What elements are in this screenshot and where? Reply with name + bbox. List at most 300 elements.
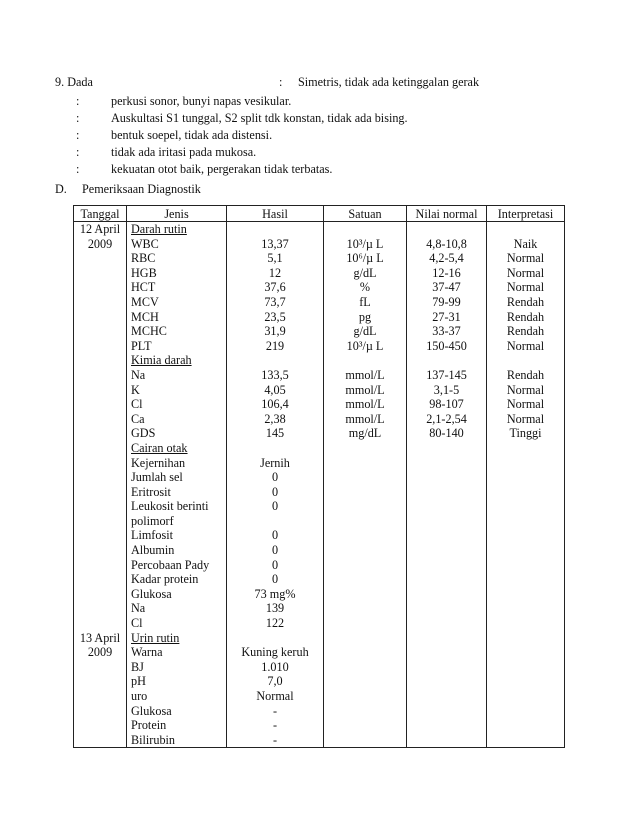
cell-satuan-text: 10³/µ L (346, 338, 384, 353)
cell-jenis (127, 339, 227, 354)
cell-satuan (324, 368, 407, 383)
cell-satuan (324, 280, 407, 295)
cell-tanggal (74, 339, 127, 354)
cell-hasil (227, 528, 324, 543)
cell-hasil-text: Normal (256, 689, 294, 703)
cell-interpretasi (487, 339, 565, 354)
cell-interpretasi (487, 616, 565, 631)
table-row (74, 616, 565, 631)
cell-satuan (324, 426, 407, 441)
cell-interpretasi-text: Normal (506, 382, 545, 397)
cell-hasil (227, 324, 324, 339)
cell-jenis (127, 485, 227, 500)
dada-separator: : (279, 75, 283, 89)
cell-interpretasi (487, 441, 565, 456)
cell-interpretasi (487, 353, 565, 368)
table-row (74, 397, 565, 412)
cell-hasil-text: 1.010 (261, 659, 289, 674)
cell-interpretasi-text: Normal (506, 411, 545, 426)
table-row (74, 514, 565, 529)
cell-interpretasi (487, 470, 565, 485)
cell-satuan (324, 412, 407, 427)
cell-satuan (324, 660, 407, 675)
cell-jenis-text: BJ (131, 659, 144, 674)
cell-satuan (324, 689, 407, 704)
cell-satuan-text: g/dL (353, 265, 377, 280)
cell-nilai-normal (407, 616, 487, 631)
cell-interpretasi (487, 718, 565, 733)
table-row (74, 470, 565, 485)
cell-jenis-text: Glukosa (131, 703, 172, 718)
table-row (74, 251, 565, 266)
diagnostic-table (73, 205, 565, 748)
cell-interpretasi-text: Normal (506, 251, 545, 266)
header-tanggal: Tanggal (74, 206, 127, 222)
cell-interpretasi (487, 528, 565, 543)
cell-tanggal (74, 324, 127, 339)
cell-hasil (227, 441, 324, 456)
cell-tanggal (74, 572, 127, 587)
cell-satuan (324, 631, 407, 646)
cell-interpretasi (487, 660, 565, 675)
cell-tanggal (74, 353, 127, 368)
cell-satuan (324, 397, 407, 412)
cell-tanggal (74, 470, 127, 485)
cell-hasil-text: 73 mg% (254, 586, 296, 601)
cell-jenis (127, 237, 227, 252)
table-row (74, 543, 565, 558)
cell-jenis (127, 601, 227, 616)
cell-jenis (127, 383, 227, 398)
cell-jenis (127, 266, 227, 281)
cell-interpretasi (487, 674, 565, 689)
cell-tanggal (74, 456, 127, 471)
cell-tanggal (74, 222, 127, 237)
cell-hasil (227, 689, 324, 704)
cell-tanggal (74, 674, 127, 689)
cell-interpretasi (487, 572, 565, 587)
cell-nilai-normal (407, 674, 487, 689)
cell-nilai-normal (407, 310, 487, 325)
cell-tanggal (74, 704, 127, 719)
cell-satuan-text: mmol/L (345, 382, 385, 397)
header-interpretasi: Interpretasi (487, 206, 565, 222)
cell-satuan-text: % (359, 280, 371, 295)
cell-interpretasi (487, 266, 565, 281)
table-row (74, 426, 565, 441)
table-row (74, 324, 565, 339)
cell-tanggal (74, 251, 127, 266)
cell-hasil-text: 0 (271, 528, 279, 543)
cell-hasil-text: - (272, 732, 278, 747)
cell-tanggal (74, 383, 127, 398)
cell-satuan-text: mmol/L (345, 411, 385, 426)
cell-tanggal (74, 485, 127, 500)
table-row (74, 572, 565, 587)
cell-hasil (227, 733, 324, 748)
cell-jenis (127, 470, 227, 485)
cell-hasil (227, 660, 324, 675)
cell-satuan (324, 543, 407, 558)
table-row (74, 237, 565, 252)
cell-nilai-normal (407, 251, 487, 266)
cell-nilai-normal (407, 543, 487, 558)
cell-jenis (127, 572, 227, 587)
table-row (74, 645, 565, 660)
cell-hasil (227, 616, 324, 631)
cell-satuan-text: 10³/µ L (346, 236, 384, 251)
table-row (74, 733, 565, 748)
cell-hasil-text: 133,5 (261, 367, 289, 382)
cell-hasil (227, 499, 324, 514)
cell-hasil-text: 13,37 (261, 236, 289, 251)
cell-jenis-text: Leukosit berinti (131, 499, 209, 514)
cell-satuan-text: fL (359, 294, 371, 309)
cell-interpretasi (487, 631, 565, 646)
dada-item-colon: : (76, 162, 80, 176)
cell-hasil (227, 704, 324, 719)
cell-hasil-text: 73,7 (264, 294, 286, 309)
cell-satuan (324, 353, 407, 368)
table-row (74, 310, 565, 325)
cell-tanggal (74, 397, 127, 412)
cell-hasil (227, 353, 324, 368)
cell-tanggal (74, 280, 127, 295)
cell-interpretasi (487, 558, 565, 573)
cell-hasil (227, 383, 324, 398)
cell-jenis (127, 353, 227, 368)
cell-nilai-normal (407, 514, 487, 529)
table-row (74, 558, 565, 573)
table-row (74, 674, 565, 689)
dada-item-text: Auskultasi S1 tunggal, S2 split tdk konstan, tidak ada bising. (111, 111, 408, 125)
cell-hasil-text: 7,0 (267, 674, 283, 689)
cell-tanggal (74, 543, 127, 558)
cell-tanggal-text: 2009 (87, 645, 113, 660)
cell-jenis-text: Cairan otak (131, 440, 188, 455)
cell-nilai-normal (407, 266, 487, 281)
cell-jenis (127, 310, 227, 325)
cell-hasil (227, 222, 324, 237)
cell-jenis-text: Cl (131, 397, 143, 412)
cell-nilai-normal-text: 33-37 (432, 324, 461, 339)
cell-nilai-normal (407, 456, 487, 471)
cell-satuan (324, 733, 407, 748)
dada-item-colon: : (76, 111, 80, 125)
cell-interpretasi (487, 368, 565, 383)
cell-jenis (127, 456, 227, 471)
cell-satuan (324, 572, 407, 587)
cell-hasil (227, 572, 324, 587)
cell-satuan-text: mmol/L (345, 397, 385, 412)
cell-jenis (127, 587, 227, 602)
cell-nilai-normal-text: 27-31 (432, 309, 461, 324)
cell-jenis (127, 426, 227, 441)
cell-nilai-normal-text: 4,8-10,8 (426, 236, 467, 251)
cell-nilai-normal (407, 660, 487, 675)
table-row (74, 718, 565, 733)
cell-satuan (324, 601, 407, 616)
cell-hasil-text: 4,05 (264, 382, 286, 397)
cell-hasil-text: 37,6 (264, 280, 286, 295)
cell-tanggal (74, 631, 127, 646)
cell-satuan (324, 310, 407, 325)
cell-nilai-normal (407, 558, 487, 573)
cell-jenis (127, 397, 227, 412)
cell-jenis (127, 631, 227, 646)
cell-interpretasi (487, 412, 565, 427)
cell-jenis-text: uro (131, 689, 148, 703)
cell-satuan-text: pg (358, 309, 372, 324)
header-nilai-normal: Nilai normal (407, 206, 487, 222)
cell-tanggal-text: 13 April (79, 630, 121, 645)
cell-jenis-text: HGB (131, 265, 157, 280)
cell-nilai-normal-text: 137-145 (426, 367, 467, 382)
cell-jenis (127, 689, 227, 704)
cell-satuan (324, 558, 407, 573)
cell-nilai-normal (407, 631, 487, 646)
cell-nilai-normal (407, 470, 487, 485)
cell-jenis (127, 528, 227, 543)
cell-interpretasi-text: Rendah (506, 367, 545, 382)
cell-hasil (227, 412, 324, 427)
cell-satuan (324, 485, 407, 500)
cell-hasil-text: 5,1 (267, 251, 283, 266)
cell-tanggal (74, 266, 127, 281)
cell-interpretasi (487, 383, 565, 398)
cell-hasil-text: 0 (271, 543, 279, 558)
table-row (74, 441, 565, 456)
cell-nilai-normal (407, 339, 487, 354)
cell-tanggal (74, 660, 127, 675)
cell-interpretasi (487, 222, 565, 237)
cell-hasil-text: 145 (265, 426, 285, 441)
cell-hasil (227, 718, 324, 733)
cell-satuan-text: mg/dL (348, 426, 382, 441)
cell-jenis-text: Percobaan Pady (131, 557, 210, 572)
cell-jenis (127, 441, 227, 456)
cell-tanggal (74, 601, 127, 616)
cell-interpretasi-text: Rendah (506, 324, 545, 339)
cell-hasil-text: 219 (265, 338, 285, 353)
dada-item-colon: : (76, 145, 80, 159)
cell-nilai-normal (407, 572, 487, 587)
header-hasil: Hasil (227, 206, 324, 222)
cell-satuan (324, 295, 407, 310)
cell-interpretasi-text: Tinggi (509, 426, 542, 441)
cell-nilai-normal (407, 397, 487, 412)
cell-jenis (127, 280, 227, 295)
cell-jenis-text: Albumin (131, 543, 175, 558)
cell-satuan (324, 251, 407, 266)
cell-interpretasi (487, 514, 565, 529)
cell-jenis (127, 412, 227, 427)
cell-nilai-normal (407, 426, 487, 441)
cell-hasil (227, 631, 324, 646)
cell-jenis-text: GDS (131, 426, 156, 441)
cell-satuan (324, 499, 407, 514)
cell-hasil (227, 251, 324, 266)
cell-hasil-text: 2,38 (264, 411, 286, 426)
cell-interpretasi-text: Naik (513, 236, 538, 251)
dada-item-text: perkusi sonor, bunyi napas vesikular. (111, 94, 292, 108)
cell-nilai-normal (407, 368, 487, 383)
cell-interpretasi (487, 310, 565, 325)
cell-jenis-text: Eritrosit (131, 484, 171, 499)
cell-nilai-normal (407, 645, 487, 660)
header-satuan: Satuan (324, 206, 407, 222)
cell-jenis (127, 616, 227, 631)
cell-satuan (324, 470, 407, 485)
cell-satuan (324, 456, 407, 471)
cell-nilai-normal (407, 587, 487, 602)
cell-satuan (324, 645, 407, 660)
cell-hasil (227, 397, 324, 412)
cell-hasil (227, 426, 324, 441)
table-row (74, 339, 565, 354)
cell-hasil (227, 514, 324, 529)
table-row (74, 499, 565, 514)
cell-jenis-text: Kadar protein (131, 572, 199, 587)
cell-satuan (324, 616, 407, 631)
cell-nilai-normal (407, 237, 487, 252)
cell-interpretasi (487, 426, 565, 441)
cell-satuan (324, 383, 407, 398)
cell-nilai-normal-text: 79-99 (432, 294, 461, 309)
cell-nilai-normal (407, 704, 487, 719)
cell-jenis-text: Glukosa (131, 586, 172, 601)
cell-hasil-text: 31,9 (264, 324, 286, 339)
cell-jenis-text: K (131, 382, 140, 397)
cell-jenis-text: Limfosit (131, 528, 173, 543)
cell-tanggal (74, 441, 127, 456)
cell-jenis (127, 222, 227, 237)
table-row (74, 528, 565, 543)
table-row (74, 280, 565, 295)
cell-nilai-normal-text: 4,2-5,4 (429, 251, 464, 266)
cell-jenis-text: HCT (131, 280, 156, 295)
cell-tanggal (74, 718, 127, 733)
cell-interpretasi-text: Normal (506, 397, 545, 412)
cell-hasil (227, 339, 324, 354)
cell-hasil (227, 674, 324, 689)
cell-satuan (324, 266, 407, 281)
cell-nilai-normal-text: 98-107 (429, 397, 464, 412)
cell-satuan (324, 674, 407, 689)
cell-tanggal (74, 412, 127, 427)
table-row (74, 383, 565, 398)
cell-jenis-text: Urin rutin (131, 630, 180, 645)
cell-hasil (227, 368, 324, 383)
cell-interpretasi (487, 704, 565, 719)
cell-jenis (127, 704, 227, 719)
cell-tanggal (74, 558, 127, 573)
cell-interpretasi (487, 485, 565, 500)
cell-interpretasi (487, 689, 565, 704)
table-header-row (74, 206, 565, 222)
cell-tanggal (74, 426, 127, 441)
dada-item-colon: : (76, 128, 80, 142)
cell-satuan (324, 222, 407, 237)
cell-jenis-text: MCHC (131, 324, 167, 339)
cell-interpretasi (487, 601, 565, 616)
dada-item-colon: : (76, 94, 80, 108)
cell-hasil (227, 601, 324, 616)
cell-hasil (227, 237, 324, 252)
cell-nilai-normal-text: 150-450 (426, 338, 467, 353)
cell-jenis-text: pH (131, 674, 146, 689)
cell-jenis (127, 543, 227, 558)
cell-hasil (227, 485, 324, 500)
cell-interpretasi (487, 251, 565, 266)
dada-item-text: bentuk soepel, tidak ada distensi. (111, 128, 273, 142)
cell-hasil-text: 0 (271, 557, 279, 572)
cell-hasil (227, 280, 324, 295)
cell-tanggal (74, 310, 127, 325)
cell-interpretasi-text: Normal (506, 265, 545, 280)
cell-nilai-normal (407, 441, 487, 456)
cell-nilai-normal (407, 485, 487, 500)
cell-jenis-text: Kimia darah (131, 353, 192, 368)
cell-hasil-text: 139 (265, 601, 285, 616)
cell-satuan (324, 704, 407, 719)
cell-interpretasi (487, 397, 565, 412)
cell-interpretasi (487, 645, 565, 660)
table-row (74, 485, 565, 500)
cell-nilai-normal (407, 383, 487, 398)
header-jenis: Jenis (127, 206, 227, 222)
cell-interpretasi (487, 733, 565, 748)
cell-hasil-text: 0 (271, 572, 279, 587)
cell-jenis-text: WBC (131, 236, 159, 251)
cell-hasil-text: 106,4 (261, 397, 289, 412)
cell-nilai-normal-text: 37-47 (432, 280, 461, 295)
cell-satuan (324, 514, 407, 529)
table-row (74, 704, 565, 719)
cell-satuan-text: 10⁶/µ L (346, 251, 384, 266)
cell-nilai-normal (407, 718, 487, 733)
cell-jenis-text: RBC (131, 251, 156, 266)
cell-hasil-text: 12 (268, 265, 282, 280)
cell-jenis-text: PLT (131, 338, 152, 353)
table-row (74, 266, 565, 281)
cell-hasil (227, 645, 324, 660)
cell-nilai-normal (407, 353, 487, 368)
cell-jenis-text: Cl (131, 616, 143, 631)
table-row (74, 631, 565, 646)
cell-satuan (324, 587, 407, 602)
cell-hasil-text: - (272, 718, 278, 733)
cell-interpretasi (487, 499, 565, 514)
table-row (74, 368, 565, 383)
cell-nilai-normal (407, 733, 487, 748)
cell-jenis (127, 324, 227, 339)
cell-hasil (227, 295, 324, 310)
dada-label: 9. Dada (55, 75, 93, 89)
section-d-title: Pemeriksaan Diagnostik (82, 182, 201, 196)
cell-jenis (127, 674, 227, 689)
cell-hasil (227, 558, 324, 573)
cell-tanggal (74, 295, 127, 310)
cell-hasil-text: 23,5 (264, 309, 286, 324)
cell-jenis (127, 645, 227, 660)
cell-hasil (227, 266, 324, 281)
dada-item-text: tidak ada iritasi pada mukosa. (111, 145, 257, 159)
table-row (74, 660, 565, 675)
cell-tanggal-text: 12 April (79, 222, 121, 236)
cell-tanggal (74, 645, 127, 660)
cell-nilai-normal (407, 528, 487, 543)
